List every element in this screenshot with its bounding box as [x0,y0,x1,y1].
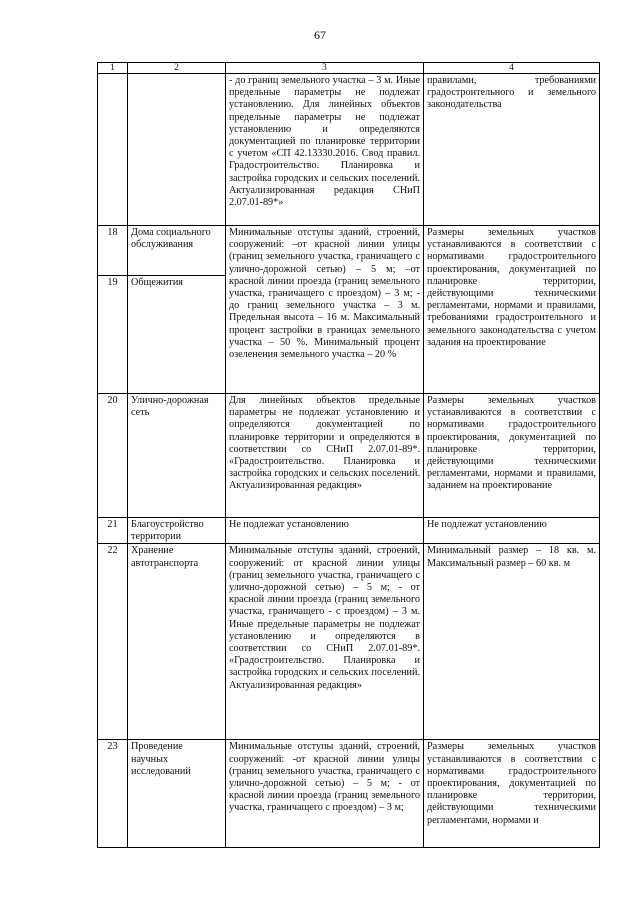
header-cell: 3 [226,63,424,74]
table-row [98,226,600,276]
land-size-cell: Размеры земельных участков устанавливаются в соответствии с нормативами градостроительного проектирования, документацией по планировке территории, действующими техническими регламентами, нормами и правилами, требованиями градостроительного и земельного законодательства с учетом задания на проектирование [424,226,600,394]
table-row [98,740,600,848]
parameters-cell: Минимальные отступы зданий, строений, сооружений: –от красной линии улицы (границ земельного участка, граничащего с улично-дорожной сетью) – 5 м; –от красной линии проезда (границ земельного участка, граничащего с проездом) – 3 м; - до границ земельного участка – 3 м. Предельная высота – 16 м. Максимальный процент застройки в границах земельного участка – 50 %. Минимальный процент озеленения земельного участка – 20 % [226,226,424,394]
header-cell: 2 [128,63,226,74]
use-type-name [128,74,226,226]
use-type-name: Улично-дорожная сеть [128,394,226,518]
parameters-cell: Минимальные отступы зданий, строений, сооружений: от красной линии улицы (границ земельного участка, граничащего с улично-дорожной сетью) – 5 м; - от красной линии проезда (границ земельного участка, граничащего - с проездом) – 3 м. Иные предельные параметры не подлежат установлению и определяются в соответствии со СНиП 2.07.01-89*. «Градостроительство. Планировка и застройка городских и сельских поселений. Актуализированная редакция» [226,544,424,740]
land-size-cell: правилами, требованиями градостроительного и земельного законодательства [424,74,600,226]
parameters-cell: - до границ земельного участка – 3 м. Иные предельные параметры не подлежат установлению. Для линейных объектов предельные параметры не подлежат установлению и определяются документацией по планировке территории с учетом «СП 42.13330.2016. Свод правил. Градостроительство. Планировка и застройка городских и сельских поселений. Актуализированная редакция СНиП 2.07.01-89*» [226,74,424,226]
use-type-name: Общежития [128,276,226,394]
use-type-name: Проведение научных исследований [128,740,226,848]
use-type-name: Дома социального обслуживания [128,226,226,276]
row-number: 21 [98,518,128,544]
row-number: 23 [98,740,128,848]
table-row [98,518,600,544]
use-type-name: Благоустройство территории [128,518,226,544]
table-row [98,394,600,518]
table-row [98,544,600,740]
row-number: 18 [98,226,128,276]
parameters-cell: Минимальные отступы зданий, строений, сооружений: -от красной линии улицы (границ земельного участка, граничащего с улично-дорожной сетью) – 5 м; - от красной линии проезда (границ земельного участка, граничащего с проездом) – 3 м; [226,740,424,848]
land-size-cell: Минимальный размер – 18 кв. м. Максимальный размер – 60 кв. м [424,544,600,740]
land-size-cell: Не подлежат установлению [424,518,600,544]
row-number [98,74,128,226]
land-size-cell: Размеры земельных участков устанавливаются в соответствии с нормативами градостроительного проектирования, документацией по планировке территории, действующими техническими регламентами, нормами и [424,740,600,848]
header-cell: 1 [98,63,128,74]
header-cell: 4 [424,63,600,74]
land-size-cell: Размеры земельных участков устанавливаются в соответствии с нормативами градостроительного проектирования, документацией по планировке территории, действующими техническими регламентами, нормами и правилами, заданием на проектирование [424,394,600,518]
row-number: 19 [98,276,128,394]
parameters-cell: Не подлежат установлению [226,518,424,544]
parameters-cell: Для линейных объектов предельные параметры не подлежат установлению и определяются документацией по планировке территории и определяются в соответствии со СНиП 2.07.01-89*. «Градостроительство. Планировка и застройка городских и сельских поселений. Актуализированная редакция» [226,394,424,518]
row-number: 22 [98,544,128,740]
table-row [98,74,600,226]
table-header-row [98,63,600,74]
use-type-name: Хранение автотранспорта [128,544,226,740]
regulations-table [97,62,600,848]
page-number: 67 [314,28,326,42]
row-number: 20 [98,394,128,518]
